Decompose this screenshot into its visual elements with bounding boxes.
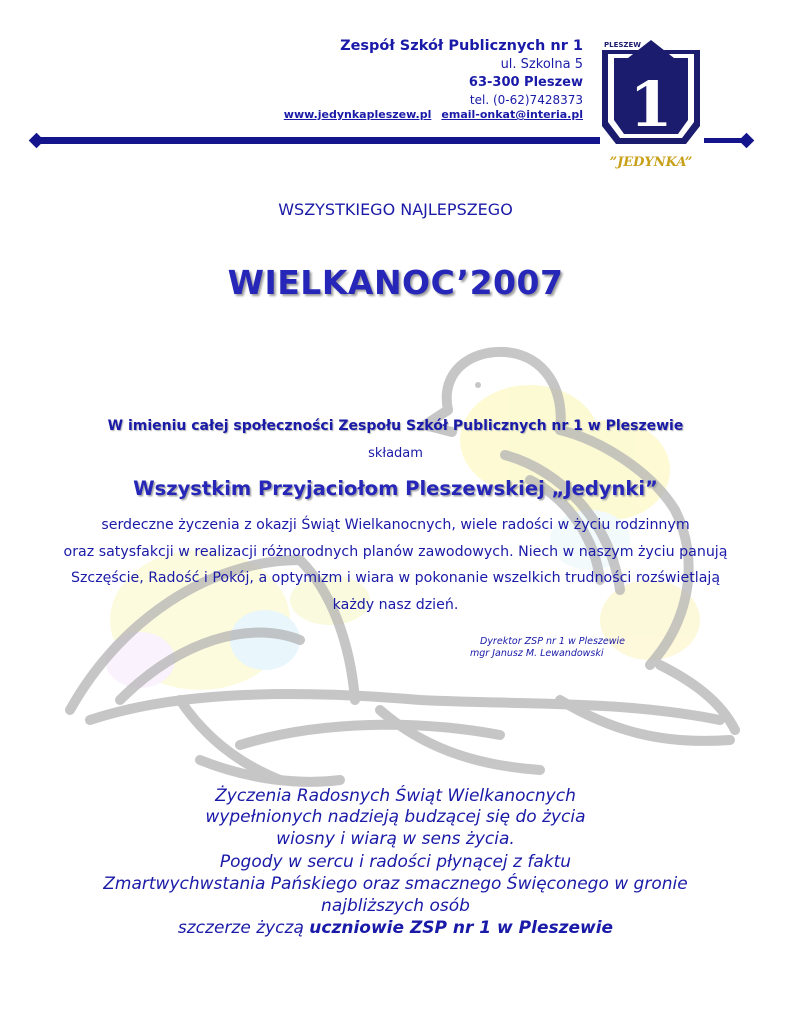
poem-line: Pogody w sercu i radości płynącej z faktu [219, 852, 572, 872]
greeting-heading: WSZYSTKIEGO NAJLEPSZEGO [278, 200, 513, 219]
poem-closing-line [0, 918, 791, 938]
poem-line: wypełnionych nadzieją budzącej się do życia [205, 807, 586, 827]
wish-line: każdy nasz dzień. [332, 596, 459, 613]
poem-line: wiosny i wiarą w sens życia. [276, 829, 515, 849]
poem-closing-text: szczerze życzą [177, 918, 310, 938]
street-address: ul. Szkolna 5 [500, 57, 583, 72]
poem-closing-signers: uczniowie ZSP nr 1 w Pleszewie [309, 918, 614, 938]
phone-number: tel. (0-62)7428373 [469, 93, 583, 107]
email-link[interactable]: email-onkat@interia.pl [441, 108, 583, 121]
logo-numeral: 1 [629, 68, 673, 141]
logo-jedynka-text: ”JEDYNKA” [609, 155, 693, 170]
school-name: Zespół Szkół Publicznych nr 1 [340, 38, 583, 54]
poem-line: Życzenia Radosnych Świąt Wielkanocnych [215, 786, 576, 806]
wish-line: serdeczne życzenia z okazji Świąt Wielkanocnych, wiele radości w życiu rodzinnym [101, 517, 690, 533]
poem-line: Zmartwychwstania Pańskiego oraz smacznego Święconego w gronie [103, 874, 688, 894]
skladam-line: składam [368, 446, 423, 461]
logo-city-text: PLESZEW [604, 41, 641, 49]
signature-role: Dyrektor ZSP nr 1 w Pleszewie [480, 636, 625, 647]
friends-heading: Wszystkim Przyjaciołom Pleszewskiej „Jedynki” [133, 477, 658, 500]
poem-line: najbliższych osób [321, 896, 470, 916]
contact-links [0, 108, 583, 121]
school-logo [596, 34, 706, 174]
intro-line: W imieniu całej społeczności Zespołu Szkół Publicznych nr 1 w Pleszewie [107, 418, 684, 434]
wish-line: oraz satysfakcji w realizacji różnorodnych planów zawodowych. Niech w naszym życiu panują [63, 543, 728, 560]
wish-line: Szczęście, Radość i Pokój, a optymizm i wiara w pokonanie wszelkich trudności rozświetlają [70, 570, 721, 586]
signature-name: mgr Janusz M. Lewandowski [470, 648, 604, 659]
page-title: WIELKANOC’2007 [227, 263, 564, 302]
city-postal: 63-300 Pleszew [468, 75, 583, 90]
website-link[interactable]: www.jedynkapleszew.pl [283, 108, 432, 121]
header-rule [40, 137, 600, 144]
